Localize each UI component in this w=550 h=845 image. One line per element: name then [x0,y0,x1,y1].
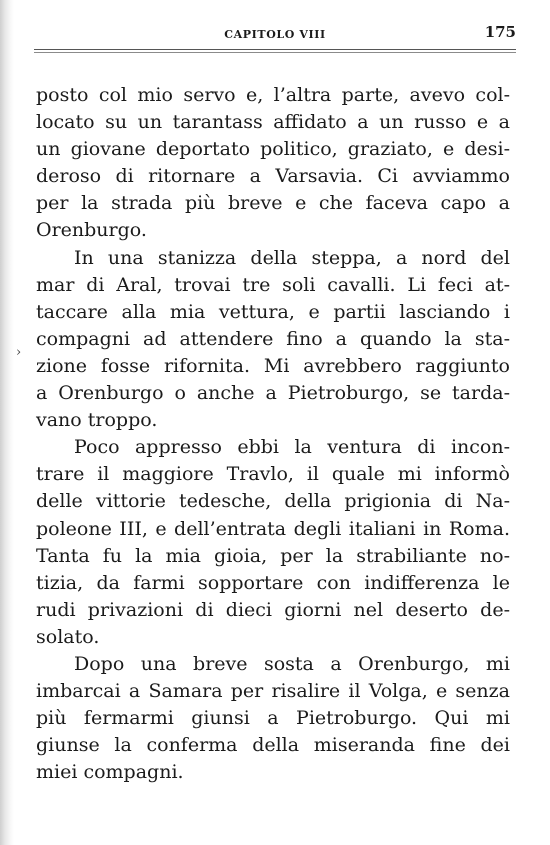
text-line: rudi privazioni di dieci giorni nel deserto de- [36,598,510,621]
paragraph-2 [36,245,510,435]
header-rule-secondary [34,52,516,53]
text-line: Tanta fu la mia gioia, per la strabiliante no- [36,544,510,567]
text-line: deroso di ritornare a Varsavia. Ci avviammo [36,165,510,188]
body-text [36,82,510,786]
text-line: mar di Aral, trovai tre soli cavalli. Li feci at- [36,273,510,296]
text-line: più fermarmi giunsi a Pietroburgo. Qui mi [36,707,510,730]
text-line: taccare alla mia vettura, e partii lasciando i [36,300,510,323]
text-line: un giovane deportato politico, graziato, e desi- [36,138,510,161]
text-line: compagni ad attendere fino a quando la sta- [36,327,510,350]
text-line: Orenburgo. [36,219,147,242]
text-line: miei compagni. [36,761,184,784]
text-line: In una stanizza della steppa, a nord del [74,246,510,269]
text-line: a Orenburgo o anche a Pietroburgo, se tarda- [36,382,510,405]
text-line: per la strada più breve e che faceva capo a [36,192,510,215]
page-number: 175 [484,23,516,41]
text-line: tizia, da farmi sopportare con indifferenza le [36,571,510,594]
text-line: poleone III, e dell’entrata degli italiani in Roma. [36,517,510,540]
paragraph-1 [36,82,510,245]
text-line: Dopo una breve sosta a Orenburgo, mi [74,652,510,675]
text-line: posto col mio servo e, l’altra parte, avevo col- [36,84,510,106]
page-gutter-shadow [0,0,14,845]
text-line: zione fosse rifornita. Mi avrebbero raggiunto [36,354,510,377]
text-line: trare il maggiore Travlo, il quale mi informò [36,463,510,486]
text-line: solato. [36,625,100,648]
margin-mark: › [16,345,22,360]
running-head: CAPITOLO VIII [224,28,326,41]
paragraph-3 [36,434,510,651]
text-line: locato su un tarantass affidato a un russo e a [36,111,510,134]
page-header [34,20,516,48]
text-line: vano troppo. [36,409,158,432]
text-line: delle vittorie tedesche, della prigionia di Na- [36,490,510,513]
text-line: giunse la conferma della miseranda fine dei [36,734,510,757]
header-rule [34,49,516,50]
text-line: imbarcai a Samara per risalire il Volga, e senza [36,680,510,703]
paragraph-4 [36,651,510,786]
text-line: Poco appresso ebbi la ventura di incon- [74,436,510,459]
